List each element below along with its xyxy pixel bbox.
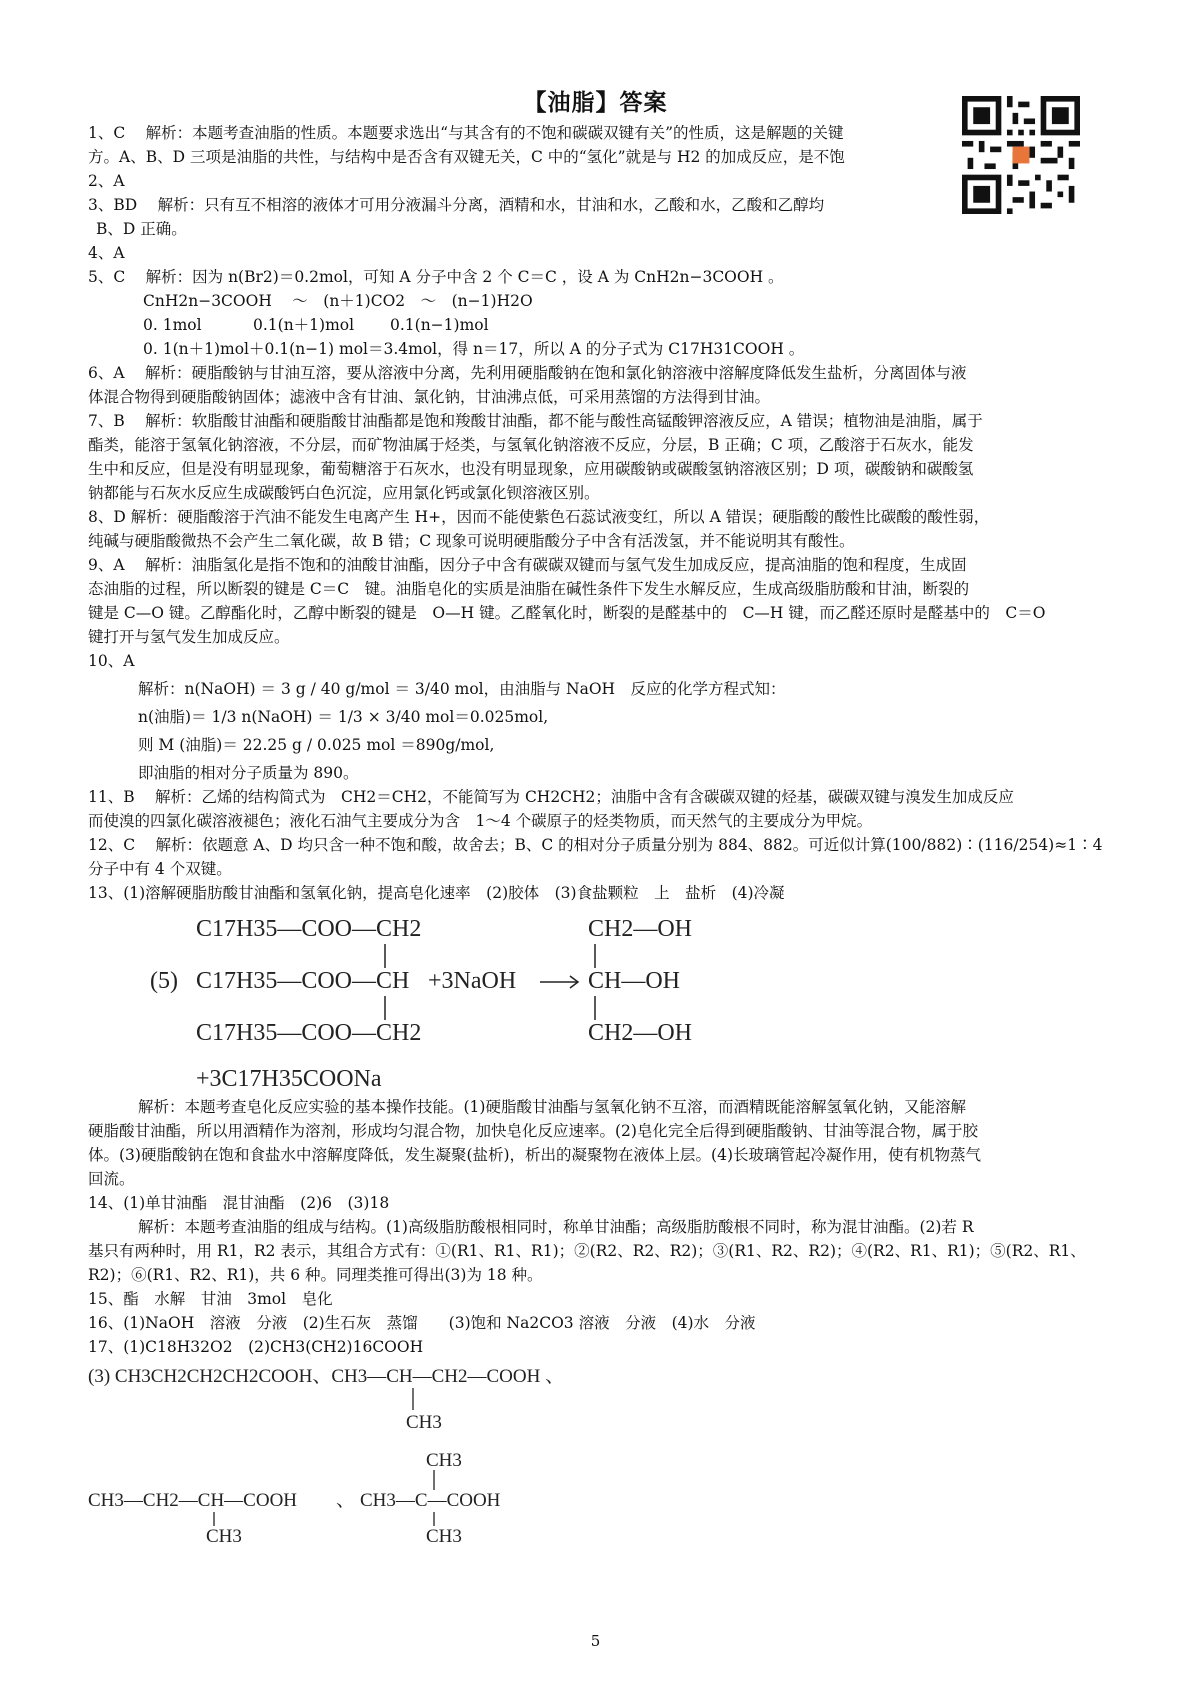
text-line: 0. 1mol 0.1(n＋1)mol 0.1(n−1)mol bbox=[143, 316, 489, 334]
ch3-top-2: CH3 bbox=[426, 1450, 462, 1471]
text-line: 4、A bbox=[88, 244, 125, 262]
text-line: 解析：本题考查油脂的组成与结构。(1)高级脂肪酸根相同时，称单甘油酯；高级脂肪酸根不同时，称为混甘油酯。(2)若 R bbox=[138, 1218, 974, 1236]
ch3-sub-2: CH3 bbox=[206, 1526, 242, 1545]
text-line: 5、C 解析：因为 n(Br2)＝0.2mol，可知 A 分子中含 2 个 C＝C ，设 A 为 CnH2n−3COOH 。 bbox=[88, 268, 784, 286]
text-line: 硬脂酸甘油酯，所以用酒精作为溶剂，形成均匀混合物，加快皂化反应速率。(2)皂化完全后得到硬脂酸钠、甘油等混合物，属于胶 bbox=[88, 1122, 978, 1140]
q17-structure-a: CH3—CH2—CH—COOH bbox=[88, 1490, 298, 1511]
answer-content bbox=[88, 122, 1103, 1545]
text-line: 0. 1(n＋1)mol＋0.1(n−1) mol＝3.4mol，得 n＝17，所以 A 的分子式为 C17H31COOH 。 bbox=[143, 340, 805, 358]
q17-separator: 、 bbox=[336, 1490, 356, 1511]
q10-line: 即油脂的相对分子质量为 890。 bbox=[138, 764, 359, 782]
text-line: 10、A bbox=[88, 652, 135, 670]
text-line: R2)；⑥(R1、R2、R1)，共 6 种。同理类推可得出(3)为 18 种。 bbox=[88, 1266, 543, 1284]
q10-line: n(油脂)＝ 1/3 n(NaOH) ＝ 1/3 × 3/40 mol＝0.025mol, bbox=[138, 708, 549, 726]
text-line: 态油脂的过程，所以断裂的键是 C＝C 键。油脂皂化的实质是油脂在碱性条件下发生水解反应，生成高级脂肪酸和甘油，断裂的 bbox=[88, 580, 970, 598]
q17-line1: (3) CH3CH2CH2CH2COOH、CH3—CH—CH2—COOH 、 bbox=[88, 1366, 565, 1387]
eq-label: (5) bbox=[150, 968, 178, 994]
text-line: 基只有两种时，用 R1，R2 表示，其组合方式有：①(R1、R1、R1)；②(R2、R2、R2)；③(R1、R2、R2)；④(R2、R1、R1)；⑤(R2、R1、 bbox=[88, 1242, 1086, 1260]
text-line: 16、(1)NaOH 溶液 分液 (2)生石灰 蒸馏 (3)饱和 Na2CO3 溶液 分液 (4)水 分液 bbox=[88, 1314, 756, 1332]
text-line: 9、A 解析：油脂氢化是指不饱和的油酸甘油酯，因分子中含有碳碳双键而与氢气发生加成反应，提高油脂的饱和程度，生成固 bbox=[88, 556, 967, 574]
reactant-row-1: C17H35—COO—CH2 bbox=[196, 916, 422, 942]
text-line: 12、C 解析：依题意 A、D 均只含一种不饱和酸，故舍去；B、C 的相对分子质量分别为 884、882。可近似计算(100/882)∶(116/254)≈1∶4 bbox=[88, 836, 1103, 854]
q10-line: 则 M (油脂)＝ 22.25 g / 0.025 mol ＝890g/mol, bbox=[138, 736, 495, 754]
text-line: 钠都能与石灰水反应生成碳酸钙白色沉淀，应用氯化钙或氯化钡溶液区别。 bbox=[88, 484, 600, 502]
byproduct: +3C17H35COONa bbox=[196, 1066, 382, 1092]
text-line: 7、B 解析：软脂酸甘油酯和硬脂酸甘油酯都是饱和羧酸甘油酯，都不能与酸性高锰酸钾溶液反应，A 错误；植物油是油脂，属于 bbox=[88, 412, 983, 430]
product-row-2: CH—OH bbox=[588, 968, 681, 994]
text-line: 键是 C—O 键。乙醇酯化时，乙醇中断裂的键是 O—H 键。乙醛氧化时，断裂的是醛基中的 C—H 键，而乙醛还原时是醛基中的 C＝O bbox=[88, 604, 1046, 622]
text-line: 解析：本题考查皂化反应实验的基本操作技能。(1)硬脂酸甘油酯与氢氧化钠不互溶，而酒精既能溶解氢氧化钠，又能溶解 bbox=[138, 1098, 966, 1116]
reactant-row-3: C17H35—COO—CH2 bbox=[196, 1020, 422, 1046]
product-row-1: CH2—OH bbox=[588, 916, 693, 942]
text-line: 13、(1)溶解硬脂肪酸甘油酯和氢氧化钠，提高皂化速率 (2)胶体 (3)食盐颗粒 上 盐析 (4)冷凝 bbox=[88, 884, 785, 902]
ch3-sub-3: CH3 bbox=[426, 1526, 462, 1545]
text-line: 6、A 解析：硬脂酸钠与甘油互溶，要从溶液中分离，先利用硬脂酸钠在饱和氯化钠溶液中溶解度降低发生盐析，分离固体与液 bbox=[88, 364, 967, 382]
text-line: 1、C 解析：本题考查油脂的性质。本题要求选出“与其含有的不饱和碳碳双键有关”的性质，这是解题的关键 bbox=[88, 124, 844, 142]
q10-line: 解析：n(NaOH) ＝ 3 g / 40 g/mol ＝ 3/40 mol，由油脂与 NaOH 反应的化学方程式知： bbox=[138, 680, 786, 698]
reagent: +3NaOH bbox=[428, 968, 517, 994]
text-line: 11、B 解析：乙烯的结构简式为 CH2＝CH2，不能简写为 CH2CH2；油脂中含有含碳碳双键的烃基，碳碳双键与溴发生加成反应 bbox=[88, 788, 1014, 806]
qr-code-icon bbox=[962, 96, 1080, 214]
text-line: CnH2n−3COOH ～ (n＋1)CO2 ～ (n−1)H2O bbox=[143, 292, 533, 310]
text-line: 方。A、B、D 三项是油脂的共性，与结构中是否含有双键无关，C 中的“氢化”就是与 H2 的加成反应，是不饱 bbox=[88, 148, 845, 166]
text-line: 纯碱与硬脂酸微热不会产生二氧化碳，故 B 错；C 现象可说明硬脂酸分子中含有活泼氢，并不能说明其有酸性。 bbox=[88, 532, 855, 550]
reactant-row-2: C17H35—COO—CH bbox=[196, 968, 410, 994]
text-line: 8、D 解析：硬脂酸溶于汽油不能发生电离产生 H+，因而不能使紫色石蕊试液变红，所以 A 错误；硬脂酸的酸性比碳酸的酸性弱， bbox=[88, 508, 990, 526]
text-line: 体。(3)硬脂酸钠在饱和食盐水中溶解度降低，发生凝聚(盐析)，析出的凝聚物在液体上层。(4)长玻璃管起冷凝作用，使有机物蒸气 bbox=[88, 1146, 982, 1164]
text-line: 酯类，能溶于氢氧化钠溶液，不分层，而矿物油属于烃类，与氢氧化钠溶液不反应，分层，B 正确；C 项，乙酸溶于石灰水，能发 bbox=[88, 436, 974, 454]
isomer-structures bbox=[88, 1360, 708, 1545]
text-line: 3、BD 解析：只有互不相溶的液体才可用分液漏斗分离，酒精和水，甘油和水，乙酸和水，乙酸和乙醇均 bbox=[88, 196, 825, 214]
qr-code-image bbox=[962, 96, 1080, 214]
q17-structure-b: CH3—C—COOH bbox=[360, 1490, 501, 1511]
text-line: 回流。 bbox=[88, 1170, 135, 1188]
text-line: 2、A bbox=[88, 172, 125, 190]
ch3-sub-1: CH3 bbox=[406, 1412, 442, 1433]
text-line: 而使溴的四氯化碳溶液褪色；液化石油气主要成分为含 1～4 个碳原子的烃类物质，而天然气的主要成分为甲烷。 bbox=[88, 812, 873, 830]
page-title: 【油脂】答案 bbox=[523, 89, 668, 116]
saponification-equation bbox=[88, 906, 728, 1096]
text-line: 15、酯 水解 甘油 3mol 皂化 bbox=[88, 1290, 333, 1308]
text-line: B、D 正确。 bbox=[96, 220, 187, 238]
page-number: 5 bbox=[590, 1632, 601, 1650]
text-line: 14、(1)单甘油酯 混甘油酯 (2)6 (3)18 bbox=[88, 1194, 390, 1212]
text-line: 17、(1)C18H32O2 (2)CH3(CH2)16COOH bbox=[88, 1338, 424, 1356]
text-line: 键打开与氢气发生加成反应。 bbox=[88, 628, 290, 646]
text-line: 体混合物得到硬脂酸钠固体；滤液中含有甘油、氯化钠，甘油沸点低，可采用蒸馏的方法得到甘油。 bbox=[88, 388, 771, 406]
product-row-3: CH2—OH bbox=[588, 1020, 693, 1046]
text-line: 生中和反应，但是没有明显现象，葡萄糖溶于石灰水，也没有明显现象，应用碳酸钠或碳酸氢钠溶液区别；D 项，碳酸钠和碳酸氢 bbox=[88, 460, 974, 478]
text-line: 分子中有 4 个双键。 bbox=[88, 860, 232, 878]
